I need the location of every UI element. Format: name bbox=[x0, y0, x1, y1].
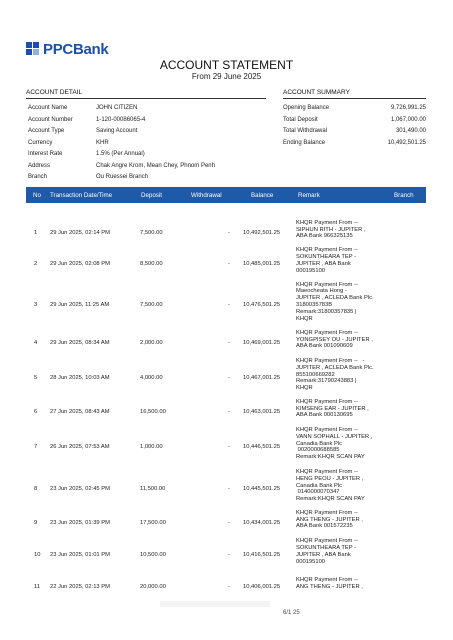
col-deposit: Deposit bbox=[141, 192, 162, 199]
row-no: 5 bbox=[34, 375, 38, 381]
detail-label: Branch bbox=[28, 174, 48, 180]
detail-label: Interest Rate bbox=[28, 151, 63, 157]
row-withdrawal: - bbox=[228, 261, 230, 267]
row-withdrawal: - bbox=[228, 230, 230, 236]
row-balance: 10,469,001.25 bbox=[243, 340, 281, 346]
row-balance: 10,446,501.25 bbox=[243, 444, 281, 450]
row-date: 29 Jun 2025, 02:08 PM bbox=[50, 261, 110, 267]
row-deposit: 2,000.00 bbox=[140, 340, 163, 346]
row-deposit: 1,000.00 bbox=[140, 444, 163, 450]
row-remark: KHQR Payment From -- Maeocheata Hong - JUPITER , ACLEDA Bank Plc. 3180035783B Remark:31800357835 | KHQR bbox=[296, 281, 374, 322]
detail-value: Ou Ruessei Branch bbox=[96, 174, 149, 180]
row-date: 29 Jun 2025, 08:34 AM bbox=[50, 340, 110, 346]
row-no: 11 bbox=[34, 584, 41, 590]
summary-label: Ending Balance bbox=[283, 139, 326, 146]
detail-value: Saving Account bbox=[96, 128, 138, 134]
detail-value: KHR bbox=[96, 139, 109, 146]
row-no: 2 bbox=[34, 261, 38, 267]
page-number: 6/1 25 bbox=[283, 610, 300, 616]
row-deposit: 8,500.00 bbox=[140, 261, 163, 267]
row-no: 8 bbox=[34, 486, 38, 492]
row-no: 4 bbox=[34, 340, 38, 346]
row-date: 23 Jun 2025, 01:39 PM bbox=[50, 520, 110, 526]
detail-value: 1.5% (Per Annual) bbox=[96, 151, 145, 157]
row-withdrawal: - bbox=[228, 444, 230, 450]
row-no: 3 bbox=[34, 302, 38, 308]
page-fold bbox=[160, 601, 270, 607]
detail-label: Currency bbox=[28, 139, 53, 146]
row-no: 10 bbox=[34, 552, 41, 558]
row-withdrawal: - bbox=[228, 375, 230, 381]
row-withdrawal: - bbox=[228, 584, 230, 590]
row-remark: KHQR Payment From -- HENG PEOU - JUPITER , Canadia Bank Plc 0140000070347 Remark:KHQR SCAN PAY bbox=[296, 469, 365, 503]
summary-label: Total Deposit bbox=[283, 116, 318, 123]
row-remark: KHQR Payment From -- ANG THENG - JUPITER , bbox=[296, 577, 363, 590]
row-balance: 10,463,001.25 bbox=[243, 409, 281, 415]
row-remark: KHQR Payment From -- - JUPITER , ACLEDA Bank Plc. 855100669282 Remark:31790243883 | KHQR bbox=[296, 358, 374, 392]
col-withdrawal: Withdrawal bbox=[191, 192, 222, 199]
detail-label: Account Type bbox=[28, 128, 65, 134]
row-withdrawal: - bbox=[228, 302, 230, 308]
row-date: 29 Jun 2025, 02:14 PM bbox=[50, 230, 110, 236]
account-detail-heading: ACCOUNT DETAIL bbox=[26, 89, 83, 96]
divider bbox=[283, 98, 426, 99]
col-balance: Balance bbox=[251, 192, 274, 199]
row-withdrawal: - bbox=[228, 409, 230, 415]
detail-label: Account Number bbox=[28, 116, 73, 123]
row-deposit: 11,500.00 bbox=[140, 486, 166, 492]
row-remark: KHQR Payment From -- KIMSENG EAR - JUPITER , ABA Bank 000130695 bbox=[296, 398, 369, 419]
logo-mark-icon bbox=[26, 42, 40, 56]
row-deposit: 17,500.00 bbox=[140, 520, 166, 526]
row-deposit: 7,500.00 bbox=[140, 230, 163, 236]
row-balance: 10,416,501.25 bbox=[243, 552, 281, 558]
row-date: 29 Jun 2025, 11:25 AM bbox=[50, 302, 110, 308]
row-date: 23 Jun 2025, 02:45 PM bbox=[50, 486, 110, 492]
row-balance: 10,406,001.25 bbox=[243, 584, 281, 590]
row-deposit: 10,500.00 bbox=[140, 552, 166, 558]
row-deposit: 4,000.00 bbox=[140, 375, 163, 381]
row-remark: KHQR Payment From -- ANG THENG - JUPITER , ABA Bank 001572235 bbox=[296, 509, 363, 530]
col-date: Transaction Date/Time bbox=[50, 192, 113, 199]
col-remark: Remark bbox=[298, 192, 320, 199]
row-remark: KHQR Payment From -- SOKUNTHEARA TEP - JUPITER , ABA Bank 000195100 bbox=[296, 538, 358, 565]
summary-label: Total Withdrawal bbox=[283, 128, 328, 134]
row-date: 27 Jun 2025, 08:43 AM bbox=[50, 409, 110, 415]
detail-value: Chak Angre Krom, Mean Chey, Phnom Penh bbox=[96, 162, 215, 169]
detail-value: JOHN CITIZEN bbox=[96, 105, 138, 111]
bank-logo bbox=[26, 40, 108, 58]
row-remark: KHQR Payment From -- YONGPISEY OU - JUPITER , ABA Bank 001090609 bbox=[296, 329, 373, 350]
bank-name: PPCBank bbox=[43, 40, 109, 58]
row-withdrawal: - bbox=[228, 486, 230, 492]
row-date: 23 Jun 2025, 01:01 PM bbox=[50, 552, 110, 558]
col-branch: Branch bbox=[394, 192, 414, 199]
row-withdrawal: - bbox=[228, 520, 230, 526]
row-deposit: 16,500.00 bbox=[140, 409, 166, 415]
row-balance: 10,434,001.25 bbox=[243, 520, 281, 526]
row-date: 26 Jun 2025, 07:53 AM bbox=[50, 444, 110, 450]
row-no: 7 bbox=[34, 444, 38, 450]
row-date: 28 Jun 2025, 10:03 AM bbox=[50, 375, 110, 381]
row-balance: 10,476,501.25 bbox=[243, 302, 281, 308]
row-remark: KHQR Payment From -- VANN SOPHALL - JUPITER , Canadia Bank Plc 0020000688585 Remark:KHQR SCAN PAY bbox=[296, 427, 373, 461]
detail-value: 1-120-00086065-4 bbox=[96, 116, 146, 123]
summary-label: Opening Balance bbox=[283, 105, 330, 111]
row-deposit: 20,000.00 bbox=[140, 584, 166, 590]
row-withdrawal: - bbox=[228, 340, 230, 346]
col-no: No bbox=[33, 192, 41, 199]
row-remark: KHQR Payment From -- SOKUNTHEARA TEP - JUPITER , ABA Bank 000195100 bbox=[296, 247, 358, 274]
summary-value: 301,490.00 bbox=[395, 128, 426, 134]
statement-period: From 29 June 2025 bbox=[191, 72, 262, 81]
row-date: 22 Jun 2025, 02:13 PM bbox=[50, 584, 110, 590]
account-summary-heading: ACCOUNT SUMMARY bbox=[283, 89, 350, 96]
summary-value: 9,726,991.25 bbox=[390, 105, 426, 111]
row-balance: 10,492,501.25 bbox=[243, 230, 281, 236]
row-no: 1 bbox=[34, 230, 38, 236]
row-balance: 10,445,501.25 bbox=[243, 486, 281, 492]
summary-value: 10,492,501.25 bbox=[387, 139, 426, 146]
transactions-table-header bbox=[26, 187, 426, 203]
divider bbox=[26, 98, 266, 99]
row-deposit: 7,500.00 bbox=[140, 302, 163, 308]
row-balance: 10,485,001.25 bbox=[243, 261, 281, 267]
row-balance: 10,467,001.25 bbox=[243, 375, 281, 381]
row-remark: KHQR Payment From -- SIPHUN RITH - JUPITER , ABA Bank 966325135 bbox=[296, 219, 366, 240]
detail-label: Account Name bbox=[28, 105, 68, 111]
summary-value: 1,067,000.00 bbox=[390, 116, 426, 123]
page-title: ACCOUNT STATEMENT bbox=[159, 58, 294, 72]
row-no: 6 bbox=[34, 409, 38, 415]
detail-label: Address bbox=[28, 162, 51, 169]
row-no: 9 bbox=[34, 520, 38, 526]
row-withdrawal: - bbox=[228, 552, 230, 558]
